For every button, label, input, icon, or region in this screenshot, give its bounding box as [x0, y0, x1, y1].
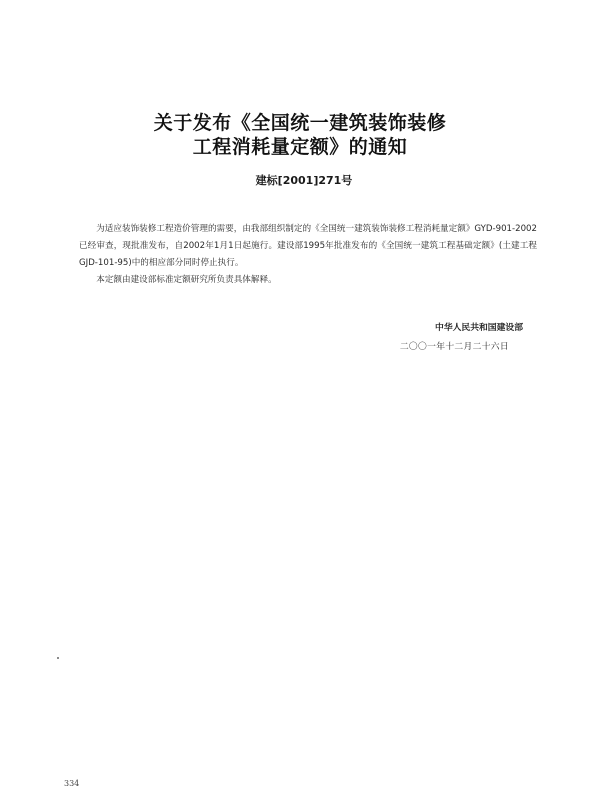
document-number: 建标[2001]271号 [255, 174, 353, 187]
notice-body [79, 221, 537, 289]
notice-title-line-1: 关于发布《全国统一建筑装饰装修 [153, 112, 447, 134]
scan-speck [57, 657, 59, 659]
body-paragraph-1: 为适应装饰装修工程造价管理的需要，由我部组织制定的《全国统一建筑装饰装修工程消耗量定额》GYD-901-2002已经审查，现批准发布，自2002年1月1日起施行。建设部1995年批准发布的《全国统一建筑工程基础定额》(土建工程GJD-101-95)中的相应部分同时停止执行。 [79, 224, 537, 268]
body-paragraph-2: 本定额由建设部标准定额研究所负责具体解释。 [96, 275, 277, 285]
page-number: 334 [64, 779, 80, 788]
notice-title-line-2: 工程消耗量定额》的通知 [192, 136, 408, 158]
signature-date: 二〇〇一年十二月二十六日 [399, 342, 509, 352]
signature-organization: 中华人民共和国建设部 [435, 323, 523, 333]
